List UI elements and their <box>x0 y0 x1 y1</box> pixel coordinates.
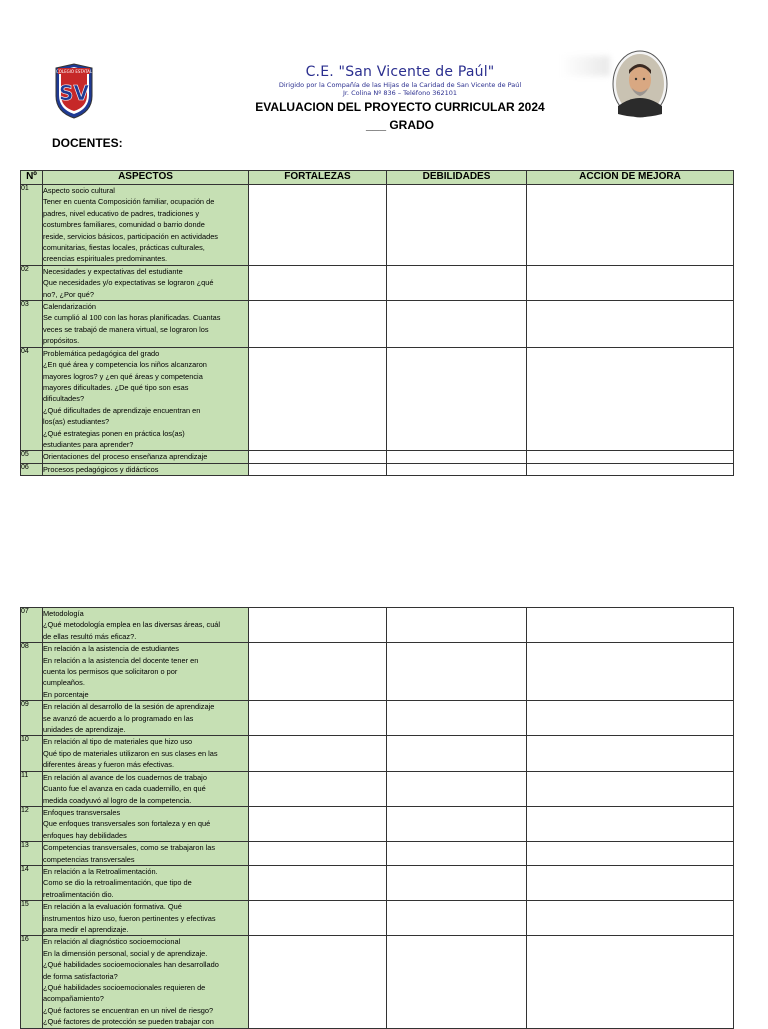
table-row <box>21 736 734 771</box>
accion-mejora-cell[interactable] <box>527 451 734 463</box>
aspect-text-line: padres, nivel educativo de padres, tradiciones y <box>43 208 200 218</box>
aspect-cell <box>43 736 249 771</box>
aspect-text-line: de forma satisfactoria? <box>43 971 118 981</box>
aspect-text-line: Que enfoques transversales son fortaleza y en qué <box>43 819 211 829</box>
column-header-aspectos: ASPECTOS <box>43 171 249 185</box>
aspect-text-line: En relación al tipo de materiales que hizo uso <box>43 737 193 747</box>
aspect-text-line: competencias transversales <box>43 854 135 864</box>
row-number: 13 <box>21 842 43 866</box>
debilidades-cell[interactable] <box>387 771 527 806</box>
aspect-text-line: En relación a la evaluación formativa. Qué <box>43 902 182 912</box>
table-row <box>21 451 734 463</box>
aspect-cell <box>43 463 249 475</box>
aspect-text-line: ¿Qué factores se encuentran en un nivel de riesgo? <box>43 1005 214 1015</box>
aspect-text-line: propósitos. <box>43 336 80 346</box>
column-header-fortalezas: FORTALEZAS <box>249 171 387 185</box>
school-address: Jr. Colina Nº 836 – Teléfono 362101 <box>342 89 458 97</box>
aspect-text-line: veces se trabajó de manera virtual, se lograron los <box>43 324 209 334</box>
column-header-debilidades: DEBILIDADES <box>387 171 527 185</box>
aspect-cell <box>43 806 249 841</box>
table-row <box>21 185 734 266</box>
table-row <box>21 771 734 806</box>
debilidades-cell[interactable] <box>387 451 527 463</box>
aspect-text-line: para medir el aprendizaje. <box>43 924 129 934</box>
debilidades-cell[interactable] <box>387 463 527 475</box>
table-row <box>21 608 734 643</box>
aspect-text-line: Que necesidades y/o expectativas se lograron ¿qué <box>43 278 214 288</box>
table-row <box>21 936 734 1028</box>
aspect-text-line: En relación a la asistencia de estudiantes <box>43 644 179 654</box>
debilidades-cell[interactable] <box>387 842 527 866</box>
aspect-text-line: enfoques hay debilidades <box>43 830 127 840</box>
aspect-text-line: En relación a la Retroalimentación. <box>43 866 158 876</box>
fortalezas-cell[interactable] <box>249 865 387 900</box>
accion-mejora-cell[interactable] <box>527 301 734 348</box>
row-number: 08 <box>21 643 43 701</box>
row-number: 09 <box>21 701 43 736</box>
school-subtitle: Dirigido por la Compañía de las Hijas de la Caridad de San Vicente de Paúl <box>278 81 522 89</box>
fortalezas-cell[interactable] <box>249 301 387 348</box>
accion-mejora-cell[interactable] <box>527 643 734 701</box>
table-row <box>21 701 734 736</box>
aspect-cell <box>43 451 249 463</box>
aspect-text-line: de ellas resultó más eficaz?. <box>43 631 137 641</box>
fortalezas-cell[interactable] <box>249 936 387 1028</box>
row-number: 03 <box>21 301 43 348</box>
aspect-text-line: ¿Qué habilidades socioemocionales han desarrollado <box>43 960 219 970</box>
aspect-cell <box>43 643 249 701</box>
aspect-text-line: Orientaciones del proceso enseñanza aprendizaje <box>43 452 208 462</box>
aspect-text-line: En relación al avance de los cuadernos de trabajo <box>43 772 207 782</box>
fortalezas-cell[interactable] <box>249 347 387 451</box>
fortalezas-cell[interactable] <box>249 265 387 300</box>
aspect-cell <box>43 901 249 936</box>
faded-mark <box>560 56 610 76</box>
aspect-text-line: En relación al desarrollo de la sesión de aprendizaje <box>43 702 215 712</box>
aspect-text-line: Metodología <box>43 609 84 618</box>
aspect-text-line: Procesos pedagógicos y didácticos <box>43 464 159 474</box>
aspect-cell <box>43 608 249 643</box>
row-number: 04 <box>21 347 43 451</box>
row-number: 11 <box>21 771 43 806</box>
aspect-text-line: cuenta los permisos que solicitaron o por <box>43 667 178 677</box>
accion-mejora-cell[interactable] <box>527 185 734 266</box>
aspect-text-line: Cuanto fue el avanza en cada cuadernillo, en qué <box>43 784 206 794</box>
aspect-text-line: acompañamiento? <box>43 994 104 1004</box>
aspect-text-line: Tener en cuenta Composición familiar, ocupación de <box>43 197 215 207</box>
accion-mejora-cell[interactable] <box>527 608 734 643</box>
school-crest-logo <box>52 62 96 120</box>
aspect-cell <box>43 771 249 806</box>
aspect-text-line: reside, servicios básicos, participación en actividades <box>43 231 218 241</box>
aspect-text-line: Competencias transversales, como se trabajaron las <box>43 843 216 853</box>
accion-mejora-cell[interactable] <box>527 463 734 475</box>
aspect-text-line: retroalimentación dio. <box>43 889 114 899</box>
aspect-text-line: mayores dificultades. ¿De qué tipo son esas <box>43 382 189 392</box>
aspect-text-line: Aspecto socio cultural <box>43 186 115 195</box>
aspect-text-line: ¿Qué factores de protección se pueden trabajar con <box>43 1017 214 1027</box>
table-row <box>21 842 734 866</box>
debilidades-cell[interactable] <box>387 265 527 300</box>
aspect-text-line: Se cumplió al 100 con las horas planificadas. Cuantas <box>43 313 221 323</box>
debilidades-cell[interactable] <box>387 701 527 736</box>
fortalezas-cell[interactable] <box>249 842 387 866</box>
aspect-text-line: estudiantes para aprender? <box>43 439 134 449</box>
debilidades-cell[interactable] <box>387 185 527 266</box>
table-row <box>21 901 734 936</box>
aspect-cell <box>43 347 249 451</box>
fortalezas-cell[interactable] <box>249 701 387 736</box>
document-header <box>0 0 768 160</box>
saint-portrait-medallion <box>612 50 668 118</box>
row-number: 12 <box>21 806 43 841</box>
debilidades-cell[interactable] <box>387 865 527 900</box>
aspect-cell <box>43 185 249 266</box>
row-number: 02 <box>21 265 43 300</box>
evaluation-table-page2 <box>20 607 734 1029</box>
row-number: 10 <box>21 736 43 771</box>
accion-mejora-cell[interactable] <box>527 842 734 866</box>
fortalezas-cell[interactable] <box>249 185 387 266</box>
crest-banner-text: COLEGIO ESTATAL <box>55 68 93 74</box>
fortalezas-cell[interactable] <box>249 901 387 936</box>
aspect-text-line: unidades de aprendizaje. <box>43 725 126 735</box>
aspect-text-line: se avanzó de acuerdo a lo programado en las <box>43 713 194 723</box>
accion-mejora-cell[interactable] <box>527 771 734 806</box>
debilidades-cell[interactable] <box>387 736 527 771</box>
aspect-text-line: comunitarias, fiestas locales, prácticas culturales, <box>43 243 205 253</box>
table-row <box>21 347 734 451</box>
debilidades-cell[interactable] <box>387 301 527 348</box>
evaluation-table-page1 <box>20 170 734 476</box>
column-header-number: Nº <box>21 171 43 185</box>
table-row <box>21 265 734 300</box>
aspect-text-line: Enfoques transversales <box>43 807 121 817</box>
row-number: 16 <box>21 936 43 1028</box>
fortalezas-cell[interactable] <box>249 643 387 701</box>
aspect-text-line: costumbres familiares, comunidad o barrio donde <box>43 220 205 230</box>
fortalezas-cell[interactable] <box>249 771 387 806</box>
aspect-text-line: diferentes áreas y fueron más efectivas. <box>43 760 175 770</box>
aspect-text-line: Problemática pedagógica del grado <box>43 348 160 358</box>
table-row <box>21 643 734 701</box>
aspect-text-line: instrumentos hizo uso, fueron pertinentes y efectivas <box>43 913 216 923</box>
aspect-text-line: creencias espirituales predominantes. <box>43 254 168 264</box>
aspect-text-line: En relación a la asistencia del docente tener en <box>43 655 199 665</box>
aspect-cell <box>43 842 249 866</box>
debilidades-cell[interactable] <box>387 806 527 841</box>
row-number: 06 <box>21 463 43 475</box>
aspect-text-line: En la dimensión personal, social y de aprendizaje. <box>43 948 208 958</box>
aspect-cell <box>43 936 249 1028</box>
row-number: 15 <box>21 901 43 936</box>
accion-mejora-cell[interactable] <box>527 806 734 841</box>
column-header-accion-mejora: ACCION DE MEJORA <box>527 171 734 185</box>
aspect-cell <box>43 701 249 736</box>
aspect-text-line: En porcentaje <box>43 689 89 699</box>
row-number: 05 <box>21 451 43 463</box>
docentes-label: DOCENTES: <box>52 136 123 150</box>
aspect-text-line: ¿Qué estrategias ponen en práctica los(as) <box>43 428 185 438</box>
aspect-text-line: cumpleaños. <box>43 678 85 688</box>
debilidades-cell[interactable] <box>387 936 527 1028</box>
table-body-page1 <box>21 185 734 476</box>
accion-mejora-cell[interactable] <box>527 936 734 1028</box>
aspect-cell <box>43 865 249 900</box>
table-body-page2 <box>21 608 734 1029</box>
table-row <box>21 463 734 475</box>
aspect-text-line: En relación al diagnóstico socioemocional <box>43 937 181 947</box>
row-number: 14 <box>21 865 43 900</box>
fortalezas-cell[interactable] <box>249 608 387 643</box>
grade-field: ___ GRADO <box>365 118 435 132</box>
accion-mejora-cell[interactable] <box>527 701 734 736</box>
aspect-text-line: los(as) estudiantes? <box>43 417 110 427</box>
document-title: EVALUACION DEL PROYECTO CURRICULAR 2024 <box>255 100 545 114</box>
debilidades-cell[interactable] <box>387 347 527 451</box>
fortalezas-cell[interactable] <box>249 806 387 841</box>
accion-mejora-cell[interactable] <box>527 901 734 936</box>
aspect-text-line: ¿En qué área y competencia los niños alcanzaron <box>43 360 207 370</box>
aspect-text-line: Necesidades y expectativas del estudiante <box>43 266 183 276</box>
fortalezas-cell[interactable] <box>249 451 387 463</box>
aspect-text-line: ¿Qué metodología emplea en las diversas áreas, cuál <box>43 620 221 630</box>
aspect-text-line: ¿Qué dificultades de aprendizaje encuentran en <box>43 405 201 415</box>
debilidades-cell[interactable] <box>387 643 527 701</box>
aspect-cell <box>43 265 249 300</box>
debilidades-cell[interactable] <box>387 608 527 643</box>
row-number: 07 <box>21 608 43 643</box>
aspect-cell <box>43 301 249 348</box>
table-row <box>21 806 734 841</box>
accion-mejora-cell[interactable] <box>527 265 734 300</box>
row-number: 01 <box>21 185 43 266</box>
debilidades-cell[interactable] <box>387 901 527 936</box>
aspect-text-line: dificultades? <box>43 394 85 404</box>
aspect-text-line: Calendarización <box>43 302 96 312</box>
fortalezas-cell[interactable] <box>249 463 387 475</box>
table-header-row <box>21 171 734 185</box>
fortalezas-cell[interactable] <box>249 736 387 771</box>
accion-mejora-cell[interactable] <box>527 865 734 900</box>
crest-letters: SV <box>59 81 89 105</box>
table-row <box>21 865 734 900</box>
aspect-text-line: Como se dio la retroalimentación, que tipo de <box>43 878 192 888</box>
aspect-text-line: Qué tipo de materiales utilizaron en sus clases en las <box>43 748 218 758</box>
aspect-text-line: ¿Qué habilidades socioemocionales requieren de <box>43 983 206 992</box>
accion-mejora-cell[interactable] <box>527 736 734 771</box>
school-name: C.E. "San Vicente de Paúl" <box>305 64 495 80</box>
aspect-text-line: no?, ¿Por qué? <box>43 289 94 299</box>
table-row <box>21 301 734 348</box>
aspect-text-line: medida coadyuvó al logro de la competencia. <box>43 795 192 805</box>
aspect-text-line: mayores logros? y ¿en qué áreas y competencia <box>43 371 203 381</box>
accion-mejora-cell[interactable] <box>527 347 734 451</box>
